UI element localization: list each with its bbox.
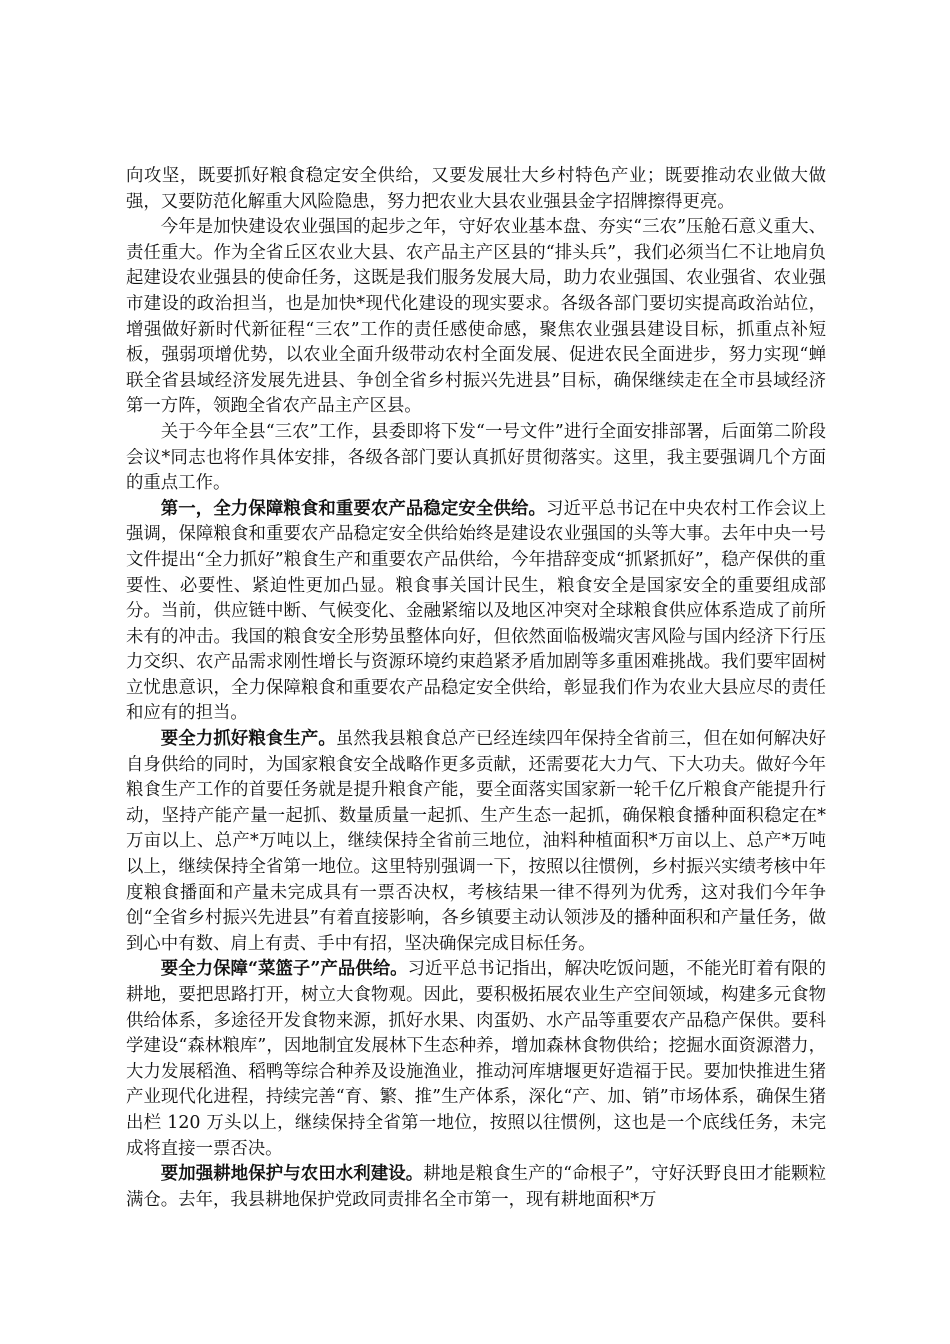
paragraph-4-text: 习近平总书记在中央农村工作会议上强调，保障粮食和重要农产品稳定安全供给始终是建设农业强国的头等大事。去年中央一号文件提出“全力抓好”粮食生产和重要农产品供给，今年措辞变成“抓紧抓好”，稳产保供的重要性、必要性、紧迫性更加凸显。粮食事关国计民生，粮食安全是国家安全的重要组成部分。当前，供应链中断、气候变化、金融紧缩以及地区冲突对全球粮食供应体系造成了前所未有的冲击。我国的粮食安全形势虽整体向好，但依然面临极端灾害风险与国内经济下行压力交织、农产品需求刚性增长与资源环境约束趋紧矛盾加剧等多重困难挑战。我们要牢固树立忧患意识，全力保障粮食和重要农产品稳定安全供给，彰显我们作为农业大县应尽的责任和应有的担当。 [126, 498, 826, 724]
paragraph-1-text: 向攻坚，既要抓好粮食稳定安全供给，又要发展壮大乡村特色产业；既要推动农业做大做强，又要防范化解重大风险隐患，努力把农业大县农业强县金字招牌擦得更亮。 [126, 166, 826, 212]
paragraph-5-lead: 要全力抓好粮食生产。 [160, 729, 336, 750]
paragraph-7-text: 耕地是粮食生产的“命根子”，守好沃野良田才能颗粒满仓。去年，我县耕地保护党政同责排名全市第一，现有耕地面积*万 [126, 1164, 826, 1210]
paragraph-7 [126, 1162, 826, 1213]
paragraph-1 [126, 164, 826, 215]
paragraph-3 [126, 420, 826, 497]
paragraph-4 [126, 497, 826, 727]
paragraph-5-text: 虽然我县粮食总产已经连续四年保持全省前三，但在如何解决好自身供给的同时，为国家粮食安全战略作更多贡献，还需要花大力气、下大功夫。做好今年粮食生产工作的首要任务就是提升粮食产能，要全面落实国家新一轮千亿斤粮食产能提升行动，坚持产能产量一起抓、数量质量一起抓、生产生态一起抓，确保粮食播种面积稳定在*万亩以上、总产*万吨以上，继续保持全省前三地位，油料种植面积*万亩以上、总产*万吨以上，继续保持全省第一地位。这里特别强调一下，按照以往惯例，乡村振兴实绩考核中年度粮食播面和产量未完成具有一票否决权，考核结果一律不得列为优秀，这对我们今年争创“全省乡村振兴先进县”有着直接影响，各乡镇要主动认领涉及的播种面积和产量任务，做到心中有数、肩上有责、手中有招，坚决确保完成目标任务。 [126, 729, 826, 954]
paragraph-6-text: 习近平总书记指出，解决吃饭问题，不能光盯着有限的耕地，要把思路打开，树立大食物观。因此，要积极拓展农业生产空间领域，构建多元食物供给体系，多途径开发食物来源，抓好水果、肉蛋奶、水产品等重要农产品稳产保供。要科学建设“森林粮库”，因地制宜发展林下生态种养，增加森林食物供给；挖掘水面资源潜力，大力发展稻渔、稻鸭等综合种养及设施渔业，推动河库塘堰更好造福于民。要加快推进生猪产业现代化进程，持续完善“育、繁、推”生产体系，深化“产、加、销”市场体系，确保生猪出栏 120 万头以上，继续保持全省第一地位，按照以往惯例，这也是一个底线任务，未完成将直接一票否决。 [126, 959, 826, 1159]
paragraph-3-text: 关于今年全县“三农”工作，县委即将下发“一号文件”进行全面安排部署，后面第二阶段会议*同志也将作具体安排，各级各部门要认真抓好贯彻落实。这里，我主要强调几个方面的重点工作。 [126, 421, 826, 494]
paragraph-4-lead: 第一，全力保障粮食和重要农产品稳定安全供给。 [160, 498, 546, 519]
paragraph-2-text: 今年是加快建设农业强国的起步之年，守好农业基本盘、夯实“三农”压舱石意义重大、责任重大。作为全省丘区农业大县、农产品主产区县的“排头兵”，我们必须当仁不让地肩负起建设农业强县的使命任务，这既是我们服务发展大局，助力农业强国、农业强省、农业强市建设的政治担当，也是加快*现代化建设的现实要求。各级各部门要切实提高政治站位，增强做好新时代新征程“三农”工作的责任感使命感，聚焦农业强县建设目标，抓重点补短板，强弱项增优势，以农业全面升级带动农村全面发展、促进农民全面进步，努力实现“蝉联全省县域经济发展先进县、争创全省乡村振兴先进县”目标，确保继续走在全市县域经济第一方阵，领跑全省农产品主产区县。 [126, 217, 826, 417]
paragraph-7-lead: 要加强耕地保护与农田水利建设。 [160, 1164, 424, 1185]
paragraph-6 [126, 957, 826, 1162]
document-page [126, 164, 826, 1213]
paragraph-5 [126, 727, 826, 957]
paragraph-2 [126, 215, 826, 420]
paragraph-6-lead: 要全力保障“菜篮子”产品供给。 [160, 959, 408, 980]
